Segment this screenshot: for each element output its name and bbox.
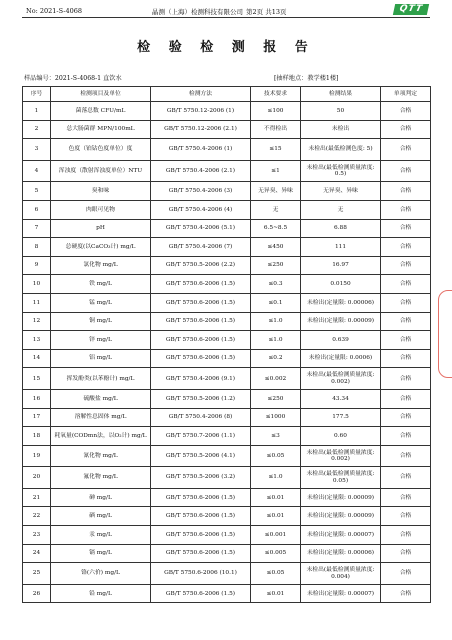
cell-item: 臭和味: [51, 182, 151, 201]
cell-requirement: ≤0.01: [251, 507, 301, 526]
cell-result: 未检出(最低检测质量浓度: 0.004): [301, 563, 381, 585]
cell-no: 25: [23, 563, 51, 585]
cell-requirement: ≤1.0: [251, 312, 301, 331]
cell-result: 111: [301, 238, 381, 257]
cell-judgement: 合格: [381, 275, 431, 294]
cell-item: 总大肠菌群 MPN/100mL: [51, 120, 151, 139]
cell-item: 溶解性总固体 mg/L: [51, 408, 151, 427]
cell-method: GB/T 5750.4-2006 (3): [151, 182, 251, 201]
official-stamp: [438, 290, 452, 378]
cell-result: 未检出(最低检测色度: 5): [301, 139, 381, 161]
sampling-location: [抽样地点：教学楼1楼]: [274, 75, 339, 82]
table-row: [23, 256, 431, 275]
cell-no: 7: [23, 219, 51, 238]
cell-requirement: ≤1.0: [251, 331, 301, 350]
cell-result: 43.34: [301, 389, 381, 408]
cell-method: GB/T 5750.7-2006 (1.1): [151, 427, 251, 446]
cell-item: 铅 mg/L: [51, 584, 151, 603]
cell-item: 色度（铂钴色度单位）度: [51, 139, 151, 161]
cell-result: 未检出(定量限: 0.00009): [301, 488, 381, 507]
cell-method: GB/T 5750.6-2006 (10.1): [151, 563, 251, 585]
cell-method: GB/T 5750.6-2006 (1.5): [151, 526, 251, 545]
table-row: [23, 488, 431, 507]
cell-judgement: 合格: [381, 293, 431, 312]
cell-result: 16.97: [301, 256, 381, 275]
cell-result: 未检出(定量限: 0.00007): [301, 526, 381, 545]
cell-judgement: 合格: [381, 408, 431, 427]
cell-no: 8: [23, 238, 51, 257]
cell-method: GB/T 5750.6-2006 (1.5): [151, 488, 251, 507]
cell-requirement: ≤0.005: [251, 544, 301, 563]
cell-requirement: ≤250: [251, 256, 301, 275]
table-row: [23, 563, 431, 585]
cell-judgement: 合格: [381, 160, 431, 182]
cell-no: 19: [23, 445, 51, 467]
cell-judgement: 合格: [381, 256, 431, 275]
cell-no: 23: [23, 526, 51, 545]
company-name: 晶测（上海）检测科技有限公司: [152, 8, 243, 16]
cell-item: 菌落总数 CFU/mL: [51, 102, 151, 121]
cell-judgement: 合格: [381, 120, 431, 139]
cell-requirement: 6.5~8.5: [251, 219, 301, 238]
cell-judgement: 合格: [381, 427, 431, 446]
cell-item: 镉 mg/L: [51, 544, 151, 563]
table-row: [23, 182, 431, 201]
table-row: [23, 349, 431, 368]
cell-item: 氯化物 mg/L: [51, 256, 151, 275]
cell-item: 铝 mg/L: [51, 349, 151, 368]
cell-requirement: ≤3: [251, 427, 301, 446]
cell-no: 4: [23, 160, 51, 182]
cell-judgement: 合格: [381, 238, 431, 257]
cell-no: 12: [23, 312, 51, 331]
cell-item: 硒 mg/L: [51, 507, 151, 526]
cell-requirement: ≤0.01: [251, 584, 301, 603]
cell-result: 未检出: [301, 120, 381, 139]
table-row: [23, 102, 431, 121]
cell-method: GB/T 5750.6-2006 (1.5): [151, 584, 251, 603]
cell-item: 氰化物 mg/L: [51, 445, 151, 467]
table-row: [23, 331, 431, 350]
col-header-result: 检测结果: [301, 87, 381, 102]
cell-result: 无异臭、异味: [301, 182, 381, 201]
cell-method: GB/T 5750.6-2006 (1.5): [151, 507, 251, 526]
cell-no: 3: [23, 139, 51, 161]
table-row: [23, 139, 431, 161]
page-title: 检 验 检 测 报 告: [137, 40, 315, 55]
table-row: [23, 526, 431, 545]
cell-method: GB/T 5750.4-2006 (2.1): [151, 160, 251, 182]
cell-method: GB/T 5750.4-2006 (9.1): [151, 368, 251, 390]
cell-judgement: 合格: [381, 102, 431, 121]
cell-judgement: 合格: [381, 200, 431, 219]
cell-requirement: ≤1: [251, 160, 301, 182]
table-row: [23, 120, 431, 139]
cell-requirement: ≤0.05: [251, 445, 301, 467]
cell-judgement: 合格: [381, 584, 431, 603]
cell-judgement: 合格: [381, 507, 431, 526]
cell-requirement: 不得检出: [251, 120, 301, 139]
cell-requirement: ≤250: [251, 389, 301, 408]
cell-result: 未检出(定量限: 0.00006): [301, 544, 381, 563]
cell-no: 22: [23, 507, 51, 526]
table-row: [23, 312, 431, 331]
cell-no: 10: [23, 275, 51, 294]
cell-method: GB/T 5750.4-2006 (4): [151, 200, 251, 219]
company-logo: QTT: [393, 4, 429, 15]
header-divider: [22, 17, 430, 18]
cell-no: 2: [23, 120, 51, 139]
col-header-judgement: 单项判定: [381, 87, 431, 102]
cell-judgement: 合格: [381, 445, 431, 467]
cell-item: 耗氧量(CODmn法，以O₂计) mg/L: [51, 427, 151, 446]
cell-result: 未检出(最低检测质量浓度: 0.05): [301, 467, 381, 489]
col-header-method: 检测方法: [151, 87, 251, 102]
cell-judgement: 合格: [381, 182, 431, 201]
cell-no: 15: [23, 368, 51, 390]
cell-requirement: ≤15: [251, 139, 301, 161]
cell-method: GB/T 5750.4-2006 (1): [151, 139, 251, 161]
cell-item: 氟化物 mg/L: [51, 467, 151, 489]
cell-requirement: ≤0.002: [251, 368, 301, 390]
cell-requirement: 无: [251, 200, 301, 219]
cell-result: 0.639: [301, 331, 381, 350]
cell-item: pH: [51, 219, 151, 238]
table-row: [23, 368, 431, 390]
cell-judgement: 合格: [381, 331, 431, 350]
cell-requirement: ≤0.2: [251, 349, 301, 368]
cell-judgement: 合格: [381, 312, 431, 331]
cell-result: 未检出(定量限: 0.00007): [301, 584, 381, 603]
cell-no: 1: [23, 102, 51, 121]
cell-requirement: ≤450: [251, 238, 301, 257]
cell-method: GB/T 5750.5-2006 (1.2): [151, 389, 251, 408]
cell-result: 未检出(定量限: 0.00006): [301, 293, 381, 312]
cell-judgement: 合格: [381, 467, 431, 489]
cell-item: 铁 mg/L: [51, 275, 151, 294]
table-row: [23, 544, 431, 563]
cell-method: GB/T 5750.6-2006 (1.5): [151, 349, 251, 368]
cell-requirement: ≤0.01: [251, 488, 301, 507]
table-row: [23, 507, 431, 526]
cell-method: GB/T 5750.4-2006 (7): [151, 238, 251, 257]
cell-method: GB/T 5750.12-2006 (1): [151, 102, 251, 121]
cell-judgement: 合格: [381, 389, 431, 408]
cell-result: 0.0150: [301, 275, 381, 294]
cell-result: 未检出(最低检测质量浓度: 0.5): [301, 160, 381, 182]
table-row: [23, 584, 431, 603]
cell-requirement: ≤0.05: [251, 563, 301, 585]
cell-judgement: 合格: [381, 139, 431, 161]
cell-result: 177.5: [301, 408, 381, 427]
cell-no: 16: [23, 389, 51, 408]
table-row: [23, 293, 431, 312]
cell-method: GB/T 5750.12-2006 (2.1): [151, 120, 251, 139]
cell-method: GB/T 5750.6-2006 (1.5): [151, 331, 251, 350]
cell-requirement: ≤100: [251, 102, 301, 121]
cell-no: 20: [23, 467, 51, 489]
cell-result: 未检出(最低检测质量浓度: 0.002): [301, 368, 381, 390]
cell-judgement: 合格: [381, 219, 431, 238]
cell-no: 6: [23, 200, 51, 219]
cell-method: GB/T 5750.5-2006 (3.2): [151, 467, 251, 489]
table-row: [23, 445, 431, 467]
cell-no: 5: [23, 182, 51, 201]
sample-id: 样品编号：2021-S-4068-1 直饮水: [24, 75, 122, 82]
cell-no: 17: [23, 408, 51, 427]
cell-item: 锰 mg/L: [51, 293, 151, 312]
cell-result: 50: [301, 102, 381, 121]
table-row: [23, 389, 431, 408]
cell-judgement: 合格: [381, 563, 431, 585]
cell-result: 0.60: [301, 427, 381, 446]
results-table: [22, 86, 431, 603]
table-row: [23, 408, 431, 427]
table-row: [23, 200, 431, 219]
col-header-requirement: 技术要求: [251, 87, 301, 102]
cell-method: GB/T 5750.5-2006 (2.2): [151, 256, 251, 275]
col-header-no: 序号: [23, 87, 51, 102]
cell-no: 26: [23, 584, 51, 603]
cell-item: 总硬度(以CaCO₃计) mg/L: [51, 238, 151, 257]
cell-requirement: ≤1000: [251, 408, 301, 427]
cell-item: 挥发酚类(以苯酚计) mg/L: [51, 368, 151, 390]
page-header: [0, 2, 452, 16]
cell-method: GB/T 5750.5-2006 (4.1): [151, 445, 251, 467]
cell-item: 硫酸盐 mg/L: [51, 389, 151, 408]
cell-judgement: 合格: [381, 488, 431, 507]
cell-judgement: 合格: [381, 526, 431, 545]
cell-no: 18: [23, 427, 51, 446]
cell-item: 砷 mg/L: [51, 488, 151, 507]
table-header-row: [23, 87, 431, 102]
cell-result: 无: [301, 200, 381, 219]
table-row: [23, 467, 431, 489]
cell-requirement: ≤0.1: [251, 293, 301, 312]
cell-no: 13: [23, 331, 51, 350]
cell-requirement: ≤1.0: [251, 467, 301, 489]
table-row: [23, 427, 431, 446]
cell-method: GB/T 5750.6-2006 (1.5): [151, 275, 251, 294]
cell-method: GB/T 5750.4-2006 (5.1): [151, 219, 251, 238]
cell-item: 汞 mg/L: [51, 526, 151, 545]
table-row: [23, 219, 431, 238]
cell-result: 未检出(定量限: 0.00009): [301, 312, 381, 331]
cell-method: GB/T 5750.6-2006 (1.5): [151, 312, 251, 331]
report-number: No: 2021-S-4068: [26, 7, 83, 15]
cell-item: 铜 mg/L: [51, 312, 151, 331]
table-row: [23, 238, 431, 257]
cell-item: 肉眼可见物: [51, 200, 151, 219]
cell-result: 未检出(定量限: 0.00009): [301, 507, 381, 526]
cell-result: 未检出(定量限: 0.0006): [301, 349, 381, 368]
cell-item: 浑浊度（散射浑浊度单位）NTU: [51, 160, 151, 182]
page-info: 第2页 共13页: [246, 8, 287, 16]
cell-item: 铬(六价) mg/L: [51, 563, 151, 585]
cell-requirement: ≤0.3: [251, 275, 301, 294]
cell-method: GB/T 5750.6-2006 (1.5): [151, 544, 251, 563]
cell-method: GB/T 5750.4-2006 (8): [151, 408, 251, 427]
cell-no: 21: [23, 488, 51, 507]
col-header-item: 检测项目及单位: [51, 87, 151, 102]
cell-item: 锌 mg/L: [51, 331, 151, 350]
table-row: [23, 160, 431, 182]
table-row: [23, 275, 431, 294]
cell-result: 6.88: [301, 219, 381, 238]
cell-result: 未检出(最低检测质量浓度: 0.002): [301, 445, 381, 467]
cell-no: 11: [23, 293, 51, 312]
cell-no: 24: [23, 544, 51, 563]
cell-no: 14: [23, 349, 51, 368]
cell-no: 9: [23, 256, 51, 275]
cell-requirement: 无异臭、异味: [251, 182, 301, 201]
cell-judgement: 合格: [381, 349, 431, 368]
cell-judgement: 合格: [381, 544, 431, 563]
cell-method: GB/T 5750.6-2006 (1.5): [151, 293, 251, 312]
cell-judgement: 合格: [381, 368, 431, 390]
cell-requirement: ≤0.001: [251, 526, 301, 545]
